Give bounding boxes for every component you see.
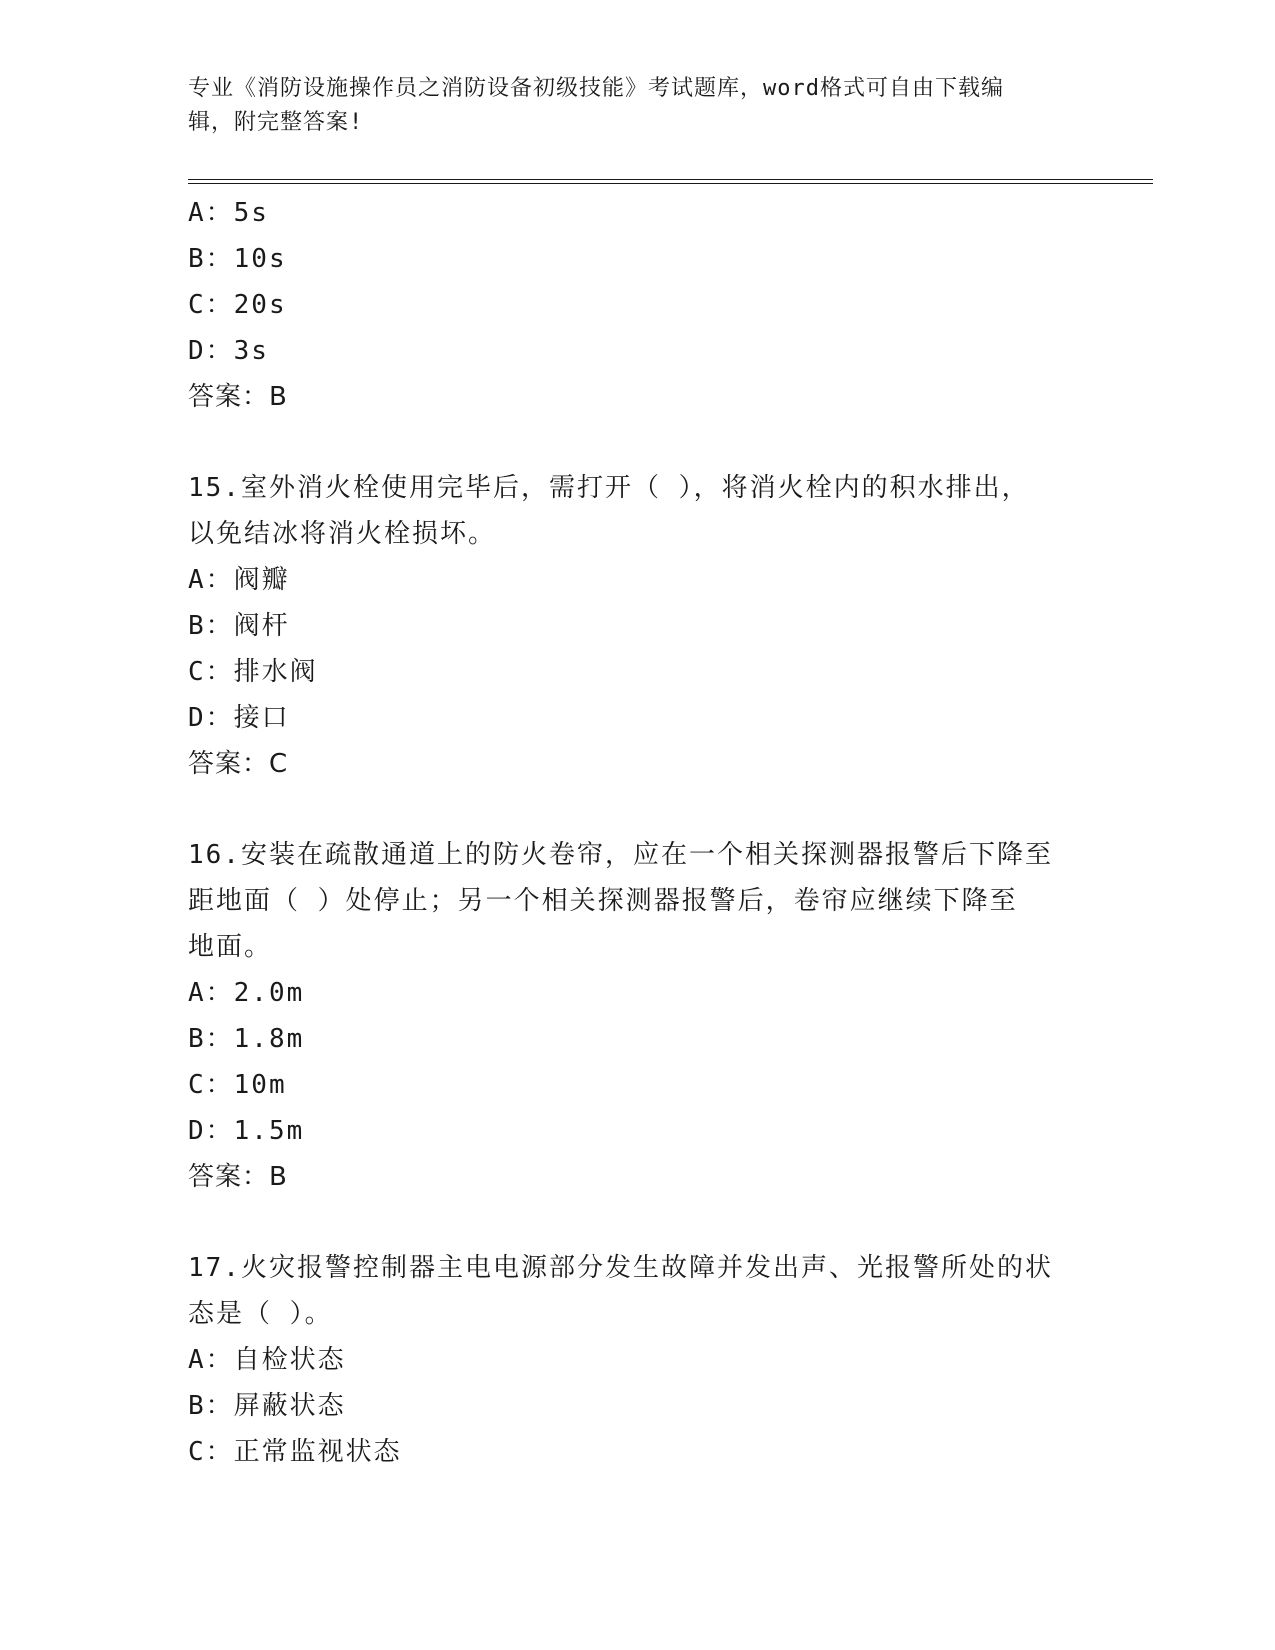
- answer: 答案：B: [188, 382, 288, 412]
- option-c: C：10m: [188, 1070, 287, 1100]
- option-a: A：阀瓣: [188, 565, 290, 595]
- question-list: [188, 190, 1088, 1475]
- spacer: [188, 420, 1088, 465]
- option-a: A：自检状态: [188, 1345, 346, 1375]
- option-b: B：1.8m: [188, 1024, 305, 1054]
- question-stem-line: 16.安装在疏散通道上的防火卷帘，应在一个相关探测器报警后下降至: [188, 840, 1053, 870]
- option-c: C：排水阀: [188, 657, 318, 687]
- question-16: [188, 832, 1088, 1200]
- question-stem-line: 以免结冰将消火栓损坏。: [188, 519, 497, 549]
- question-14: [188, 190, 1088, 420]
- question-stem-line: 地面。: [188, 932, 273, 962]
- question-stem-line: 17.火灾报警控制器主电电源部分发生故障并发出声、光报警所处的状: [188, 1253, 1053, 1283]
- option-a: A：5s: [188, 198, 269, 228]
- question-stem-line: 15.室外消火栓使用完毕后，需打开（ ），将消火栓内的积水排出，: [188, 473, 1030, 503]
- option-b: B：10s: [188, 244, 287, 274]
- option-c: C：正常监视状态: [188, 1437, 402, 1467]
- answer: 答案：C: [188, 749, 289, 779]
- option-b: B：屏蔽状态: [188, 1391, 346, 1421]
- document-header: [188, 72, 1068, 140]
- option-d: D：接口: [188, 703, 290, 733]
- answer: 答案：B: [188, 1162, 288, 1192]
- question-stem-line: 距地面（ ）处停止；另一个相关探测器报警后，卷帘应继续下降至: [188, 886, 1018, 916]
- option-c: C：20s: [188, 290, 287, 320]
- option-d: D：1.5m: [188, 1116, 305, 1146]
- header-line-2: 辑，附完整答案!: [188, 110, 364, 135]
- option-d: D：3s: [188, 336, 269, 366]
- spacer: [188, 1200, 1088, 1245]
- spacer: [188, 787, 1088, 832]
- header-divider-bottom: [188, 183, 1153, 184]
- question-15: [188, 465, 1088, 787]
- header-line-1: 专业《消防设施操作员之消防设备初级技能》考试题库，word格式可自由下载编: [188, 76, 1004, 101]
- option-b: B：阀杆: [188, 611, 290, 641]
- header-divider-top: [188, 179, 1153, 180]
- question-17: [188, 1245, 1088, 1475]
- option-a: A：2.0m: [188, 978, 305, 1008]
- question-stem-line: 态是（ ）。: [188, 1299, 333, 1329]
